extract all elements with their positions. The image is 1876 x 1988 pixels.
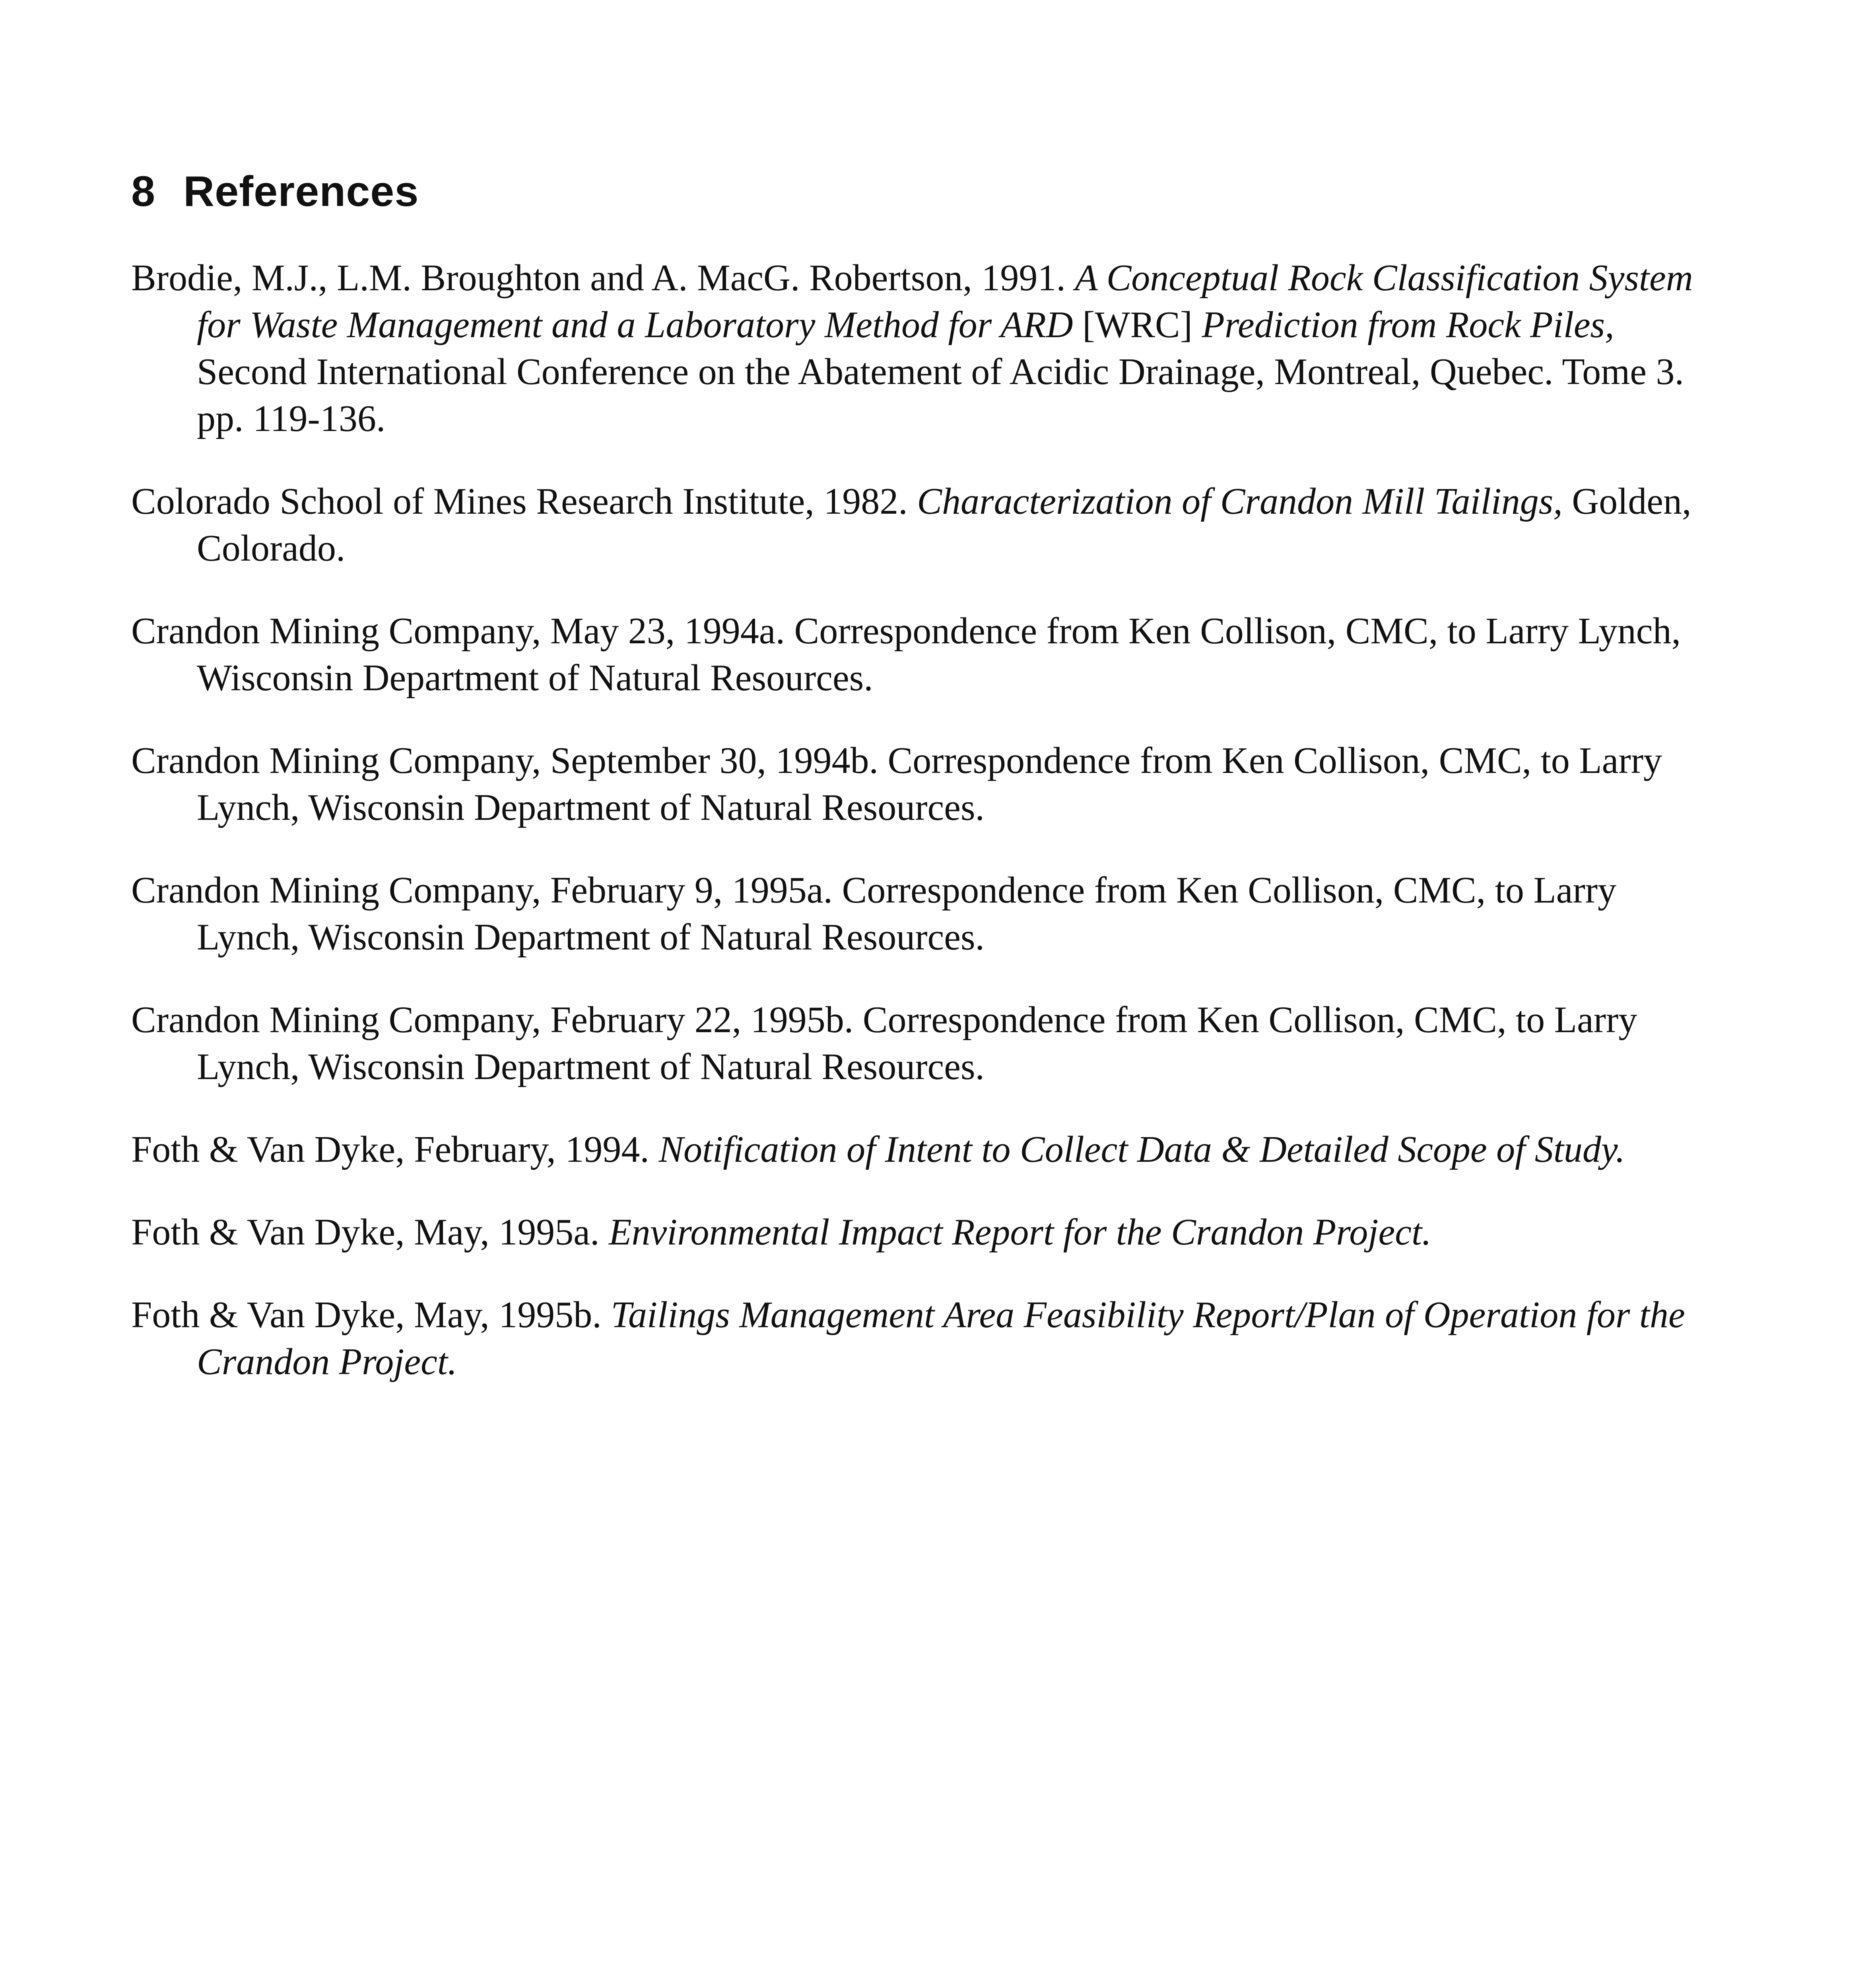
reference-item: Crandon Mining Company, February 9, 1995a. Correspondence from Ken Collison, CMC, to Larry Lynch, Wisconsin Department of Natural Resources. bbox=[131, 870, 1617, 958]
reference-item: Crandon Mining Company, February 22, 1995b. Correspondence from Ken Collison, CMC, to Larry Lynch, Wisconsin Department of Natural Resources. bbox=[131, 999, 1637, 1087]
reference-item: Foth & Van Dyke, May, 1995a. Environmental Impact Report for the Crandon Project. bbox=[131, 1211, 1431, 1253]
reference-item: Crandon Mining Company, September 30, 1994b. Correspondence from Ken Collison, CMC, to Larry Lynch, Wisconsin Department of Natural Resources. bbox=[131, 740, 1662, 828]
reference-list bbox=[131, 254, 1694, 1421]
section-number: 8 bbox=[131, 167, 156, 215]
reference-item: Brodie, M.J., L.M. Broughton and A. MacG. Robertson, 1991. A Conceptual Rock Classification System for Waste Management and a Laboratory Method for ARD [WRC] Prediction from Rock Piles, Second International Conference on the Abatement of Acidic Drainage, Montreal, Quebec. Tome 3. pp. 119-136. bbox=[131, 257, 1693, 439]
section-heading bbox=[131, 166, 419, 216]
section-title: References bbox=[183, 167, 419, 215]
reference-item: Foth & Van Dyke, May, 1995b. Tailings Management Area Feasibility Report/Plan of Operation for the Crandon Project. bbox=[131, 1294, 1685, 1382]
reference-item: Crandon Mining Company, May 23, 1994a. Correspondence from Ken Collison, CMC, to Larry Lynch, Wisconsin Department of Natural Resources. bbox=[131, 610, 1681, 699]
reference-item: Colorado School of Mines Research Institute, 1982. Characterization of Crandon Mill Tailings, Golden, Colorado. bbox=[131, 481, 1692, 569]
reference-item: Foth & Van Dyke, February, 1994. Notification of Intent to Collect Data & Detailed Scope of Study. bbox=[131, 1129, 1625, 1170]
